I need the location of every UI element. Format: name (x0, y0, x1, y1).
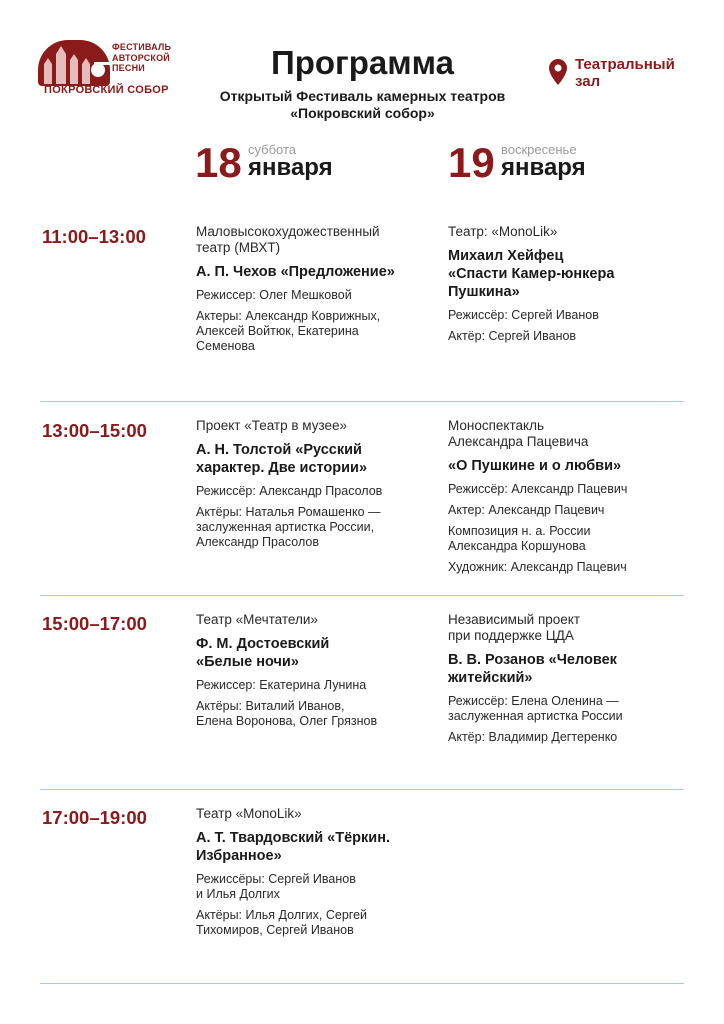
event-credit-line: заслуженная артистка России (448, 709, 623, 723)
event-credit-line: Актёры: Илья Долгих, Сергей (196, 908, 368, 922)
event-credit-line: Композиция н. а. России (448, 524, 591, 538)
event-cell (448, 224, 688, 350)
event-organizer-line: при поддержке ЦДА (448, 628, 574, 643)
time-slot-1: 11:00–13:00 (42, 226, 146, 247)
event-cell (196, 612, 436, 735)
row-divider (40, 595, 684, 596)
event-credit (448, 560, 688, 575)
event-organizer (196, 806, 436, 822)
event-organizer-line: Театр: «MonoLik» (448, 224, 558, 239)
subtitle-line2: «Покровский собор» (290, 105, 435, 121)
event-organizer-line: Моноспектакль (448, 418, 545, 433)
venue-line1: Театральный (575, 56, 675, 73)
event-title (196, 441, 436, 477)
event-credit-line: Режиссёр: Сергей Иванов (448, 308, 599, 322)
event-organizer-line: Александра Пацевича (448, 434, 589, 449)
event-credit (448, 329, 688, 344)
event-organizer-line: Театр «MonoLik» (196, 806, 302, 821)
event-organizer-line: Маловысокохудожественный (196, 224, 380, 239)
event-credit (196, 288, 436, 303)
event-credit-line: Актёр: Сергей Иванов (448, 329, 577, 343)
time-slot-3: 15:00–17:00 (42, 613, 147, 634)
event-title (448, 457, 688, 475)
event-organizer-line: Проект «Театр в музее» (196, 418, 348, 433)
event-credit-line: Режиссёр: Александр Прасолов (196, 484, 383, 498)
event-title-line: А. П. Чехов «Предложение» (196, 264, 395, 280)
event-credit-line: Художник: Александр Пацевич (448, 560, 627, 574)
page-subtitle (190, 88, 535, 122)
event-title (196, 635, 436, 671)
event-credit-line: Режиссер: Олег Мешковой (196, 288, 352, 302)
event-cell (448, 612, 688, 751)
event-credit-line: Александр Прасолов (196, 535, 319, 549)
event-title-line: Избранное» (196, 848, 282, 864)
day2-number: 19 (448, 139, 495, 186)
event-credit-line: Режиссёр: Елена Оленина — (448, 694, 619, 708)
event-organizer (448, 612, 688, 644)
event-credit-line: Актёр: Владимир Дегтеренко (448, 730, 618, 744)
event-title-line: А. Н. Толстой «Русский (196, 442, 362, 458)
event-title (448, 247, 688, 301)
event-credit (448, 694, 688, 724)
event-title-line: В. В. Розанов «Человек (448, 652, 617, 668)
event-credit (196, 872, 436, 902)
event-title-line: Ф. М. Достоевский (196, 636, 330, 652)
event-organizer (196, 224, 436, 256)
event-credit-line: и Илья Долгих (196, 887, 280, 901)
day1-number: 18 (195, 139, 242, 186)
event-credit-line: Актер: Александр Пацевич (448, 503, 605, 517)
festival-logo (38, 40, 178, 96)
subtitle-line1: Открытый Фестиваль камерных театров (219, 88, 506, 104)
event-credit-line: Актеры: Александр Коврижных, (196, 309, 381, 323)
event-title-line: Михаил Хейфец (448, 248, 564, 264)
event-credit-line: Режиссёр: Александр Пацевич (448, 482, 628, 496)
event-credit-line: Семенова (196, 339, 255, 353)
day2-month: января (501, 154, 586, 181)
event-title-line: «Спасти Камер-юнкера (448, 266, 615, 282)
event-organizer-line: театр (МВХТ) (196, 240, 281, 255)
event-credit-line: Актёры: Виталий Иванов, (196, 699, 345, 713)
event-organizer (196, 418, 436, 434)
page-title: Программа (270, 44, 455, 81)
event-title-line: характер. Две истории» (196, 460, 368, 476)
event-title-line: житейский» (448, 670, 533, 686)
event-title (196, 829, 436, 865)
event-credit (196, 505, 436, 550)
event-credit-line: Александра Коршунова (448, 539, 586, 553)
venue-line2: зал (575, 73, 601, 90)
event-title (196, 263, 436, 281)
row-divider (40, 983, 684, 984)
logo-text-line2: АВТОРСКОЙ ПЕСНИ (112, 53, 170, 73)
event-credit (196, 678, 436, 693)
event-credit (448, 730, 688, 745)
event-cell (448, 418, 688, 581)
event-credit-line: Актёры: Наталья Ромашенко — (196, 505, 381, 519)
time-slot-2: 13:00–15:00 (42, 420, 147, 441)
row-divider (40, 789, 684, 790)
event-credit (448, 308, 688, 323)
event-title-line: Пушкина» (448, 284, 520, 300)
event-organizer-line: Независимый проект (448, 612, 581, 627)
event-credit (196, 484, 436, 499)
event-credit (448, 503, 688, 518)
event-organizer (196, 612, 436, 628)
logo-text-line1: ФЕСТИВАЛЬ (112, 42, 172, 52)
venue-label (575, 56, 675, 90)
event-credit (196, 699, 436, 729)
event-credit-line: Режиссер: Екатерина Лунина (196, 678, 367, 692)
event-organizer (448, 418, 688, 450)
event-credit (448, 482, 688, 497)
event-organizer-line: Театр «Мечтатели» (196, 612, 318, 627)
event-organizer (448, 224, 688, 240)
row-divider (40, 401, 684, 402)
event-credit (196, 908, 436, 938)
day1-month: января (248, 154, 333, 181)
logo-bottom-text: ПОКРОВСКИЙ СОБОР (44, 84, 169, 96)
event-cell (196, 224, 436, 360)
event-credit (448, 524, 688, 554)
event-title (448, 651, 688, 687)
map-pin-icon (549, 59, 567, 85)
event-cell (196, 806, 436, 944)
event-credit-line: заслуженная артистка России, (196, 520, 375, 534)
cathedral-guitar-logo-icon (38, 40, 110, 86)
event-credit (196, 309, 436, 354)
event-credit-line: Елена Воронова, Олег Грязнов (196, 714, 378, 728)
event-title-line: «Белые ночи» (196, 654, 299, 670)
event-cell (196, 418, 436, 556)
event-title-line: «О Пушкине и о любви» (448, 458, 622, 474)
event-credit-line: Режиссёры: Сергей Иванов (196, 872, 356, 886)
time-slot-4: 17:00–19:00 (42, 807, 147, 828)
event-credit-line: Алексей Войтюк, Екатерина (196, 324, 359, 338)
day1-weekday: суббота (248, 142, 297, 157)
day2-weekday: воскресенье (501, 142, 577, 157)
event-title-line: А. Т. Твардовский «Тёркин. (196, 830, 390, 846)
event-credit-line: Тихомиров, Сергей Иванов (196, 923, 354, 937)
